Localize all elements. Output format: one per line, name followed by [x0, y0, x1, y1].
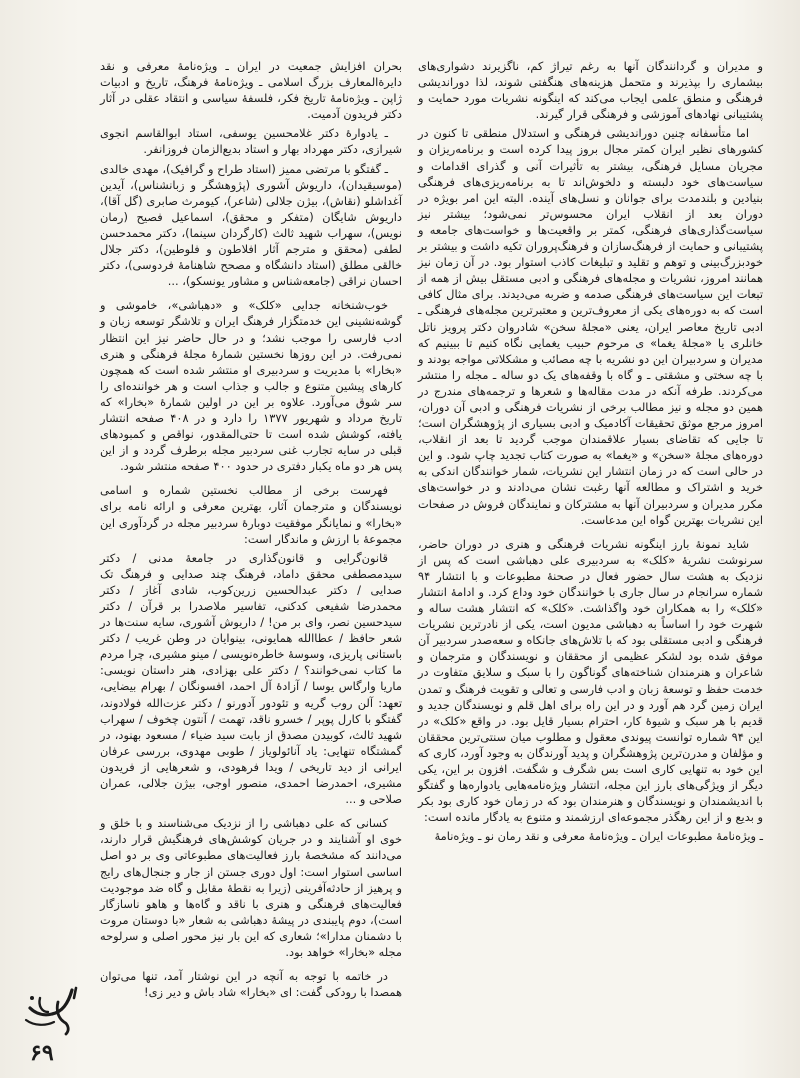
paragraph: و مدیران و گردانندگان آنها به رغم تیراژ کم، ناگزیرند دشواری‌های بیشماری را بپذیرند و متحمل هزینه‌های هنگفتی شوند، لذا دوراندیشی فرهنگی و منطق علمی ایجاب می‌کند که اینگونه نشریات مورد حمایت و پشتیبانی نهادهای آموزشی و فرهنگی قرار گیرند.	[418, 59, 763, 122]
paragraph: کسانی که علی دهباشی را از نزدیک می‌شناسند و با خلق و خوی او آشنایند و در جریان کوشش‌های فرهنگیش قرار دارند، می‌دانند که مشخصهٔ بارز فعالیت‌های مطبوعاتی وی بر دو اصل اساسی استوار است: اول دوری جستن از جار و جنجال‌های رایج و پرهیز از حادثه‌آفرینی (زیرا به نقطهٔ مقابل و گاه ضد موجودیت فعالیت‌های فرهنگی و هنری با ناقد و گاه‌ها و هاهو ناسازگار است)، دوم پایبندی در پیشهٔ دهباشی به شعار «با دوستان مروت با دشمنان مدارا»؛ شعاری که این بار نیز محور اصلی و سرلوحه مجله «بخارا» خواهد بود.	[100, 816, 402, 959]
paragraph: فهرست برخی از مطالب نخستین شماره و اسامی نویسندگان و مترجمان آثار، بهترین معرفی و ارائه نامه برای «بخارا» و نمایانگر موفقیت دوبارهٔ سردبیر مجله در گردآوری این مجموعهٔ با ارزش و ماندگار است:	[100, 483, 402, 546]
paragraph: ـ گفتگو با مرتضی ممیز (استاد طراح و گرافیک)، مهدی خالدی (موسیقیدان)، داریوش آشوری (پژوهشگر و زبانشناس)، آیدین آغداشلو (نقاش)، بیژن جلالی (شاعر)، کیومرث صابری (گل آقا)، داریوش شایگان (متفکر و محقق)، اسماعیل فصیح (رمان نویس)، سهراب شهید ثالث (کارگردان سینما)، دکتر محمدحسن لطفی (محقق و مترجم آثار افلاطون و فلوطین)، دکتر جلال خالقی مطلق (استاد دانشگاه و مصحح شاهنامهٔ فردوسی)، دکتر احسان نراقی (جامعه‌شناس و مشاور یونسکو)، ...	[99, 161, 402, 289]
paragraph: ـ یادوارهٔ دکتر غلامحسین یوسفی، استاد ابوالقاسم انجوی شیرازی، دکتر مهرداد بهار و استاد بدیع‌الزمان فروزانفر.	[100, 126, 402, 157]
paragraph: اما متأسفانه چنین دوراندیشی فرهنگی و استدلال منطقی تا کنون در کشورهای نظیر ایران کمتر مجال بروز پیدا کرده است و برنامه‌ریزان و مجریان مسایل فرهنگی، بیشتر به تأثیرات آنی و گذرای اقدامات و سیاست‌های خود دلبسته و دلخوش‌اند تا به برنامه‌ریزی‌های فرهنگی بنیادین و بلندمدت برای جوانان و نسل‌های آینده. البته این امر بویژه در دوران بعد از انقلاب ایران محسوس‌تر نمی‌شود؛ بیشتر نیز سیاست‌گذاری‌های فرهنگی، کمتر بر واقعیت‌ها و خواست‌های جامعه و پشتیبانی و حمایت از فرهنگ‌سازان و فرهنگ‌پروران تکیه داشت و بیشتر بر خودبزرگ‌بینی و توهم و تقلید و تبلیغات کاذب استوار بود. در آن زمان نیز همانند امروز، نشریات و مجله‌های فرهنگی و ادبی مستقل بیش از همه از تبعات این سیاست‌های فرهنگی صدمه و ضربه می‌دیدند. برای مثال کافی است که به دوره‌های یکی از معروف‌ترین و معتبرترین مجله‌های فرهنگی ـ ادبی تاریخ معاصر ایران، یعنی «مجلهٔ سخن» شادروان دکتر پرویز ناتل خانلری یا «مجلهٔ یغما» ی مرحوم حبیب یغمایی نگاه کنیم تا ببینیم که مدیران و سردبیران این دو نشریه با چه مصائب و مشکلاتی مواجه بودند و با چه سختی و مشقتی ـ و گاه با وقفه‌های یک دو ساله ـ مجله را منتشر می‌کردند. طرفه آنکه در مدت مقاله‌ها و شعرها و ترجمه‌های مندرج در همین دو مجله و نیز مطالب برخی از نشریات فرهنگی و ادبی آن دوران، امروز مرجع موثق تحقیقات آکادمیک و ادبی بسیاری از پژوهشگران است؛ تا جایی که تقاضای بسیار علاقمندان موجب گردید تا بعد از انقلاب، دوره‌های مجلهٔ «سخن» و «یغما» به صورت کتاب تجدید چاپ شود. و این در حالی است که در زمان انتشار این نشریات، شمار خوانندگان اندکی به خرید و اشتراک و مطالعه آنها رغبت نشان می‌دادند و در خواست‌های مکرر مدیران و سردبیران آنها به مشترکان و نمایندگان فروش در صفحات این نشریات بهترین گواه این مدعاست.	[418, 126, 763, 527]
text-column-right	[418, 58, 763, 848]
paragraph: قانون‌گرایی و قانون‌گذاری در جامعهٔ مدنی / دکتر سیدمصطفی محقق داماد، فرهنگ چند صدایی و فرهنگ تک صدایی / دکتر عبدالحسین زرین‌کوب، شادی آغاز / دکتر محمدرضا شفیعی کدکنی، تفاسیر ملاصدرا بر قرآن / دکتر سیدحسین نصر، وای بر من! / داریوش آشوری، سایه سنت‌ها در شعر حافظ / عطاالله همایونی، بینوایان در وطن غریب / دکتر باستانی پاریزی، وسوسهٔ خاطره‌نویسی / مینو مشیری، چرا مردم ما کتاب نمی‌خوانند؟ / دکتر علی بهزادی، هنر داستان نویسی: ماریا وارگاس یوسا / آزادهٔ آل احمد، افسونگان / بهرام بیضایی، تعهد: آلن روب گریه و تئودور آدورنو / دکتر عزت‌الله فولادوند، گفتگو با کارل پوپر / خسرو ناقد، تهمت / آنتون چخوف / سهراب شهید ثالث، کوبیدن مصدق از بابت سید ضیاء / مسعود بهنود، در گمشتگاه تنهایی: یاد آنائولویاز / طوبی مهدوی، بررسی عرفان ایرانی از دید تاریخی / ویدا فرهودی، و شعرهایی از فریدون مشیری، احمدرضا احمدی، منصور اوجی، بیژن جلالی، عمران صلاحی و ...	[100, 550, 402, 807]
paragraph: شاید نمونهٔ بارز اینگونه نشریات فرهنگی و هنری در دوران حاضر، سرنوشت نشریهٔ «کلک» به سردبیری علی دهباشی است که پس از نزدیک به هشت سال حضور فعال در صحنهٔ مطبوعات و با انتشار ۹۴ شماره سرانجام در سال جاری با خوانندگان خود وداع کرد. و ادامهٔ انتشار «کلک» را به همکاران خود واگذاشت. «کلک» که انتشار هشت ساله و شهرت خود را اساساً به دهباشی مدیون است، یکی از نادرترین نشریات فرهنگی و ادبی مستقلی بود که با تلاش‌های جانکاه و سعه‌صدر سردبیر آن موفق شده بود لشکر عظیمی از محققان و نویسندگان و مترجمان و شاعران و هنرمندان شناخته‌های گوناگون را با سبک و سلایق متفاوت در خدمت حفظ و توسعهٔ زبان و ادب فارسی و تعالی و تقویت فرهنگ و تمدن ایران زمین گرد هم آورد و در این راه برای اهل قلم و نویسندگان جدید و قدیم با هر سبک و شیوهٔ کار، احترام بسیار قایل بود. در واقع «کلک» در این ۹۴ شماره توانست پیوندی معقول و مطلوب میان سنتی‌ترین محققان و مؤلفان و مدرن‌ترین پژوهشگران و پدید آورندگان به وجود آورد، کاری که این خود به تنهایی کاری است بس شگرف و شگفت. افزون بر این، یکی دیگر از ویژگی‌های بارز این مجله، انتشار ویژه‌نامه‌هایی یادواره‌ها و گفتگو با اندیشمندان و نویسندگان و هنرمندان بود که در زمان خود کاری بود بکر و بدیع و از این رهگذر مجموعه‌ای ارزشمند و متنوع به یادگار مانده است:	[418, 536, 763, 825]
paragraph: خوب‌شنخانه جدایی «کلک» و «دهباشی»، خاموشی و گوشه‌نشینی این خدمتگزار فرهنگ ایران و تلاشگر توسعه زبان و ادب فارسی را موجب نشد؛ و در حال حاضر نیز این انتظار نمی‌رفت. در این روزها نخستین شمارهٔ مجلهٔ فرهنگی و هنری «بخارا» با مدیریت و سردبیری او منتشر شده است که همچون کارهای پیشین متنوع و جالب و جذاب است و هر خواننده‌ای را سر شوق می‌آورد. علاوه بر این در اولین شمارهٔ «بخارا» که تاریخ مرداد و شهریور ۱۳۷۷ را دارد و در ۴۰۸ صفحه انتشار یافته، کوشش شده است تا حتی‌المقدور، نواقص و کمبودهای قبلی در سایه تجارب غنی سردبیر مجله برطرف گردد و از این پس هر دو ماه یکبار دفتری در حدود ۴۰۰ صفحه منتشر شود.	[100, 298, 402, 474]
paragraph: بحران افزایش جمعیت در ایران ـ ویژه‌نامهٔ معرفی و نقد دایرةالمعارف بزرگ اسلامی ـ ویژه‌نامهٔ فرهنگ، تاریخ و ادبیات ژاپن ـ ویژه‌نامهٔ تاریخ فکر، فلسفهٔ سیاسی و انتقاد عقلی در آثار دکتر فریدون آدمیت.	[100, 59, 402, 122]
kerman-calligraphy-icon	[18, 984, 82, 1036]
paragraph: در خاتمه با توجه به آنچه در این نوشتار آمد، تنها می‌توان همصدا با رودکی گفت: ای «بخارا» شاد باش و دیر زی!	[100, 969, 402, 1000]
paragraph: ـ ویژه‌نامهٔ مطبوعات ایران ـ ویژه‌نامهٔ معرفی و نقد رمان نو ـ ویژه‌نامهٔ	[434, 829, 763, 844]
kerman-logo	[18, 984, 82, 1036]
text-column-left	[100, 58, 402, 1003]
page-number: ۶۹	[30, 1040, 54, 1066]
